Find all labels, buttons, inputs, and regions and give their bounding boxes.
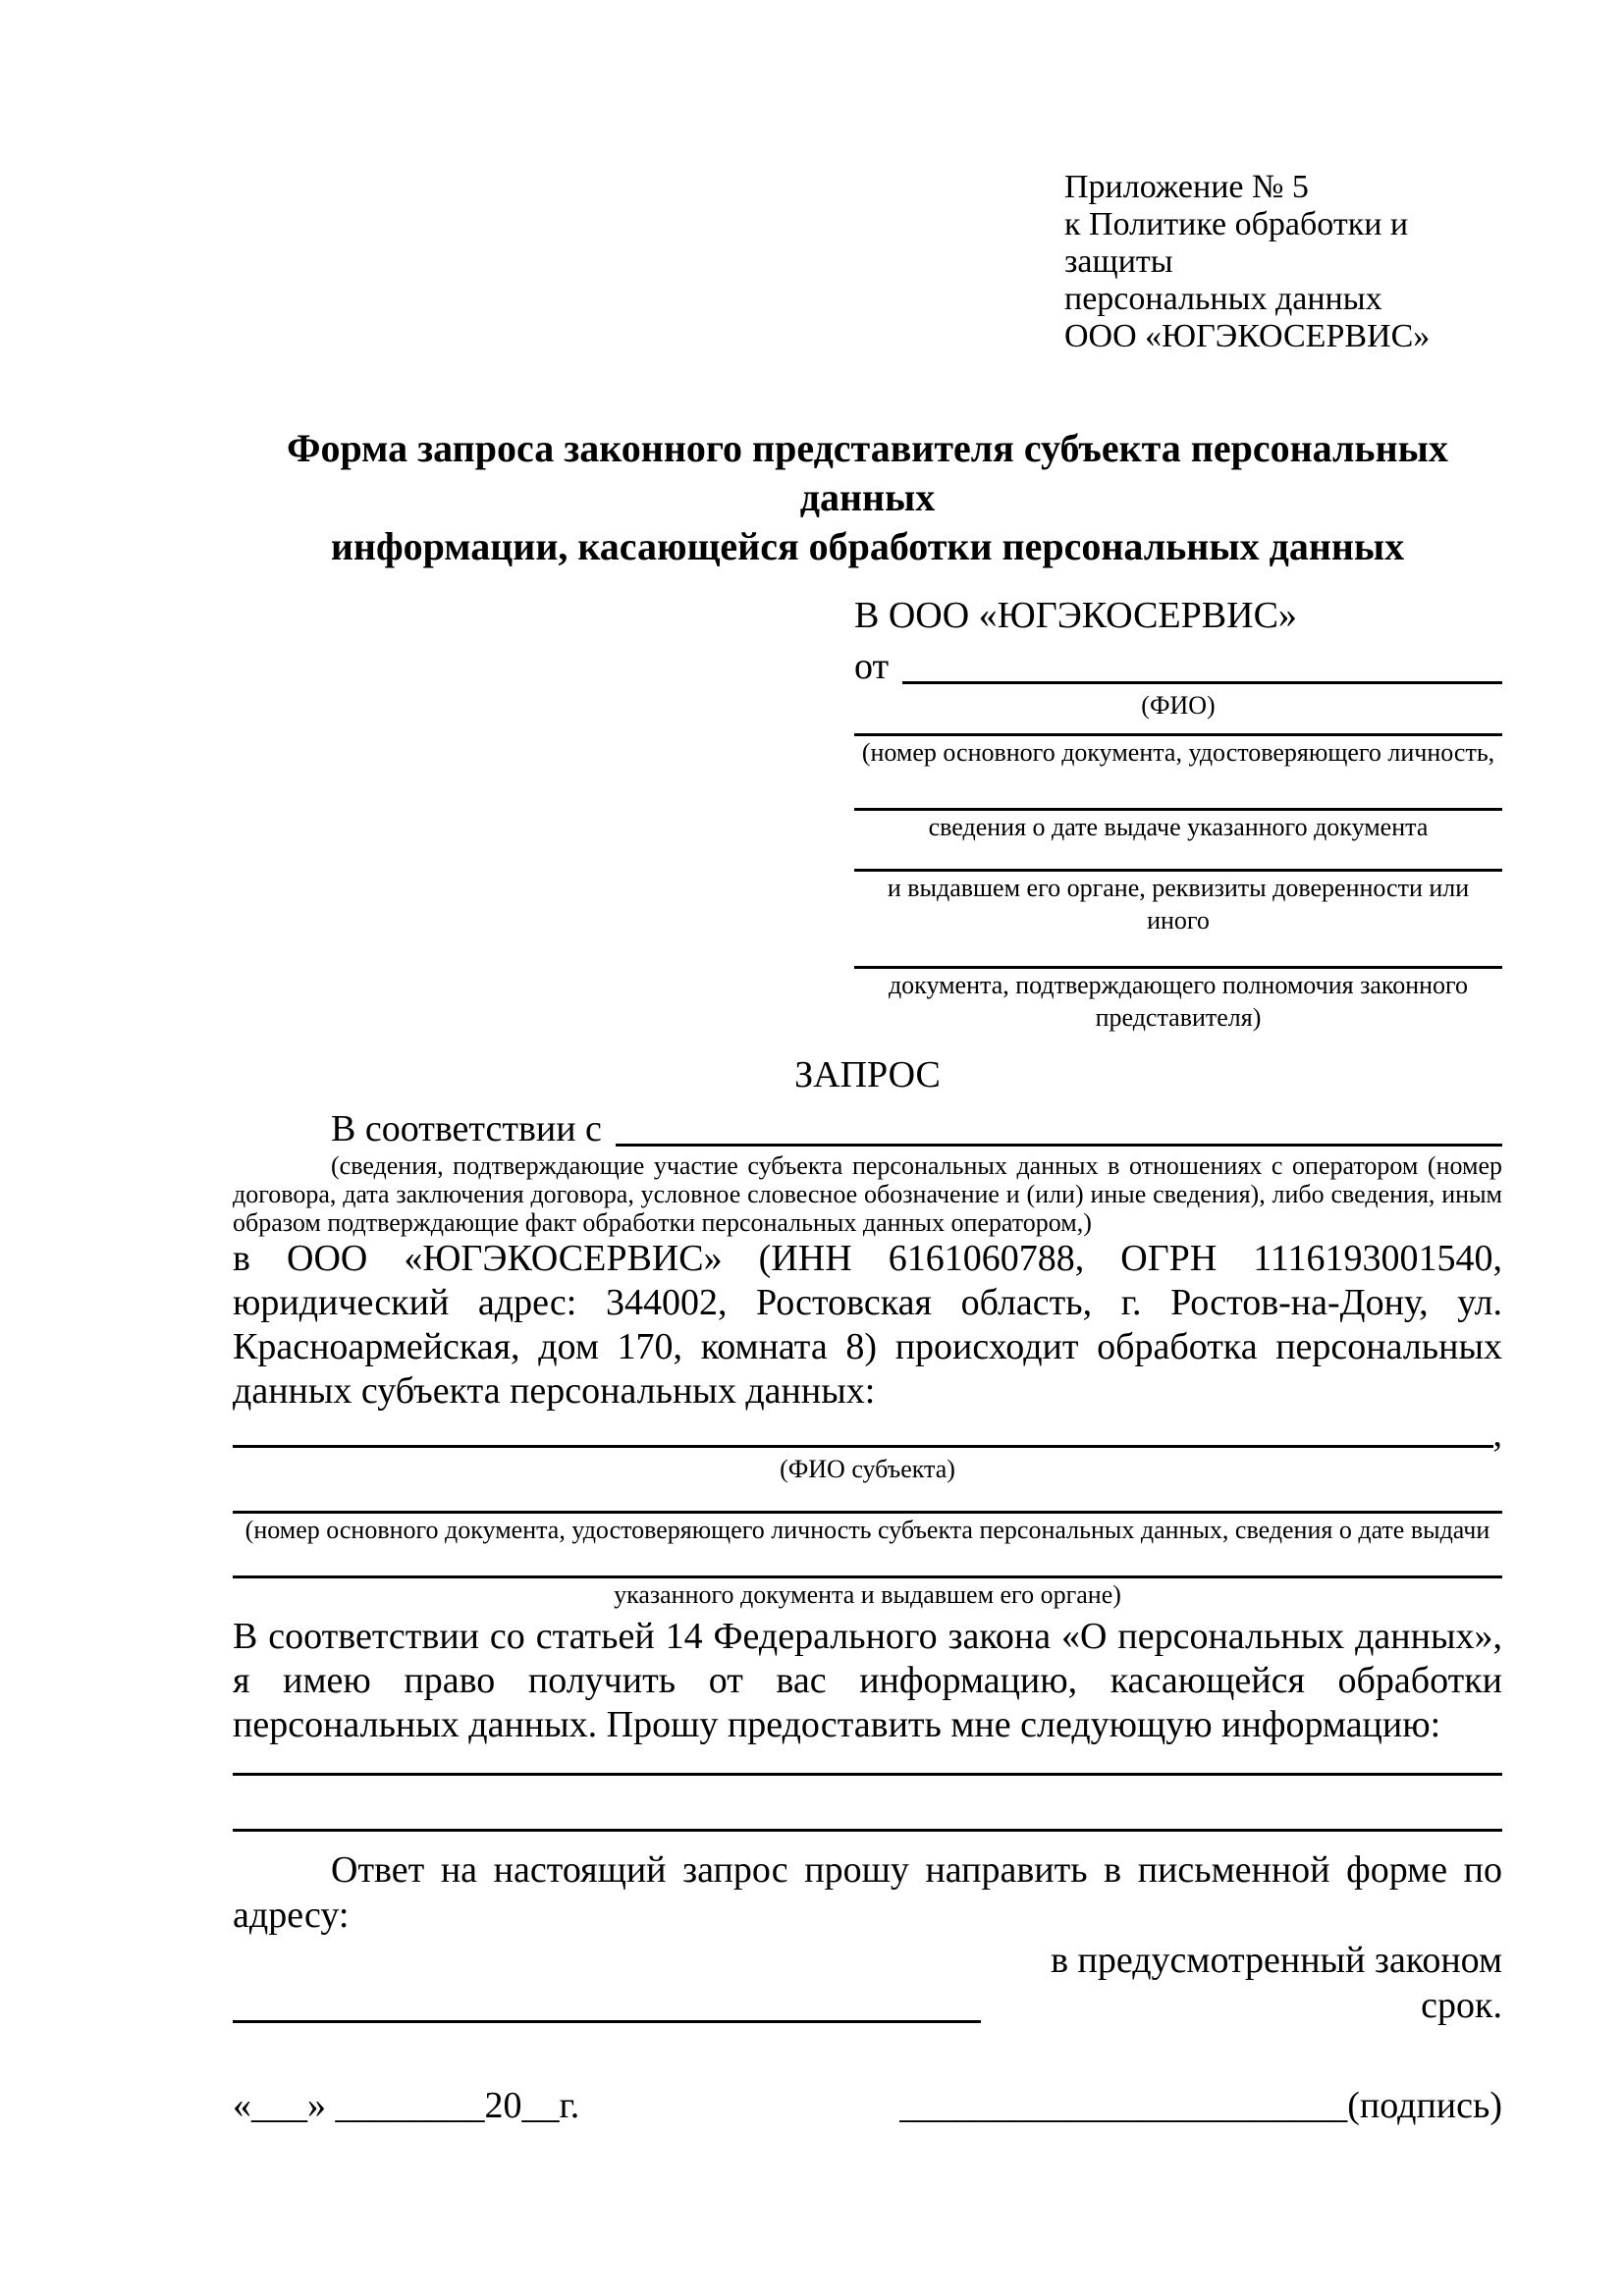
- doc-caption-3: и выдавшем его органе, реквизиты доверенности или иного: [887, 874, 1470, 934]
- subject-fio-caption: (ФИО субъекта): [780, 1455, 955, 1483]
- reply-address-row: [233, 1938, 1502, 2028]
- operator-paragraph: в ООО «ЮГЭКОСЕРВИС» (ИНН 6161060788, ОГРН 1116193001540, юридический адрес: 344002, Ростовская область, г. Ростов-на-Дону, ул. Красноармейская, дом 170, комната 8) происходит обработка персональных данных субъекта персональных данных:: [233, 1238, 1502, 1412]
- appendix-number: Приложение № 5: [1064, 169, 1309, 205]
- appendix-policy-line: к Политике обработки и защиты: [1064, 206, 1409, 280]
- doc-caption-4: документа, подтверждающего полномочия законного представителя): [888, 971, 1469, 1032]
- subject-doc-caption-1: (номер основного документа, удостоверяющего личность субъекта персональных данных, сведения о дате выдачи: [244, 1516, 1490, 1544]
- relation-proof-blank-field[interactable]: [616, 1144, 1502, 1147]
- from-label: от: [854, 646, 890, 687]
- subject-fio-row: [233, 1415, 1502, 1453]
- intro-prefix: В соответствии с: [331, 1108, 602, 1149]
- doc-caption-2: сведения о дате выдаче указанного документа: [928, 813, 1429, 841]
- comma-after-blank: ,: [1492, 1414, 1502, 1455]
- signature-caption: (подпись): [1347, 2085, 1502, 2126]
- signature-blank-field[interactable]: ________________________: [899, 2085, 1348, 2126]
- reply-tail-text: в предусмотренный законом срок.: [1051, 1940, 1502, 2026]
- requested-info-blank-field-1[interactable]: [233, 1773, 1502, 1776]
- fio-caption: (ФИО): [1141, 691, 1216, 720]
- fio-blank-field[interactable]: [902, 681, 1502, 684]
- doc-caption-1: (номер основного документа, удостоверяющего личность,: [861, 738, 1495, 767]
- reply-paragraph: Ответ на настоящий запрос прошу направить в письменной форме по адресу:: [233, 1849, 1502, 1936]
- footer-row: [233, 2083, 1502, 2128]
- addressee-organization: В ООО «ЮГЭКОСЕРВИС»: [854, 595, 1297, 636]
- intro-footnote: (сведения, подтверждающие участие субъекта персональных данных в отношениях с оператором (номер договора, дата заключения договора, условное словесное обозначение и (или) иные сведения), либо сведения, иным образом подтверждающие факт обработки персональных данных оператором,): [233, 1151, 1502, 1237]
- addressee-block: [854, 593, 1502, 1034]
- document-title-line2: информации, касающейся обработки персональных данных: [330, 524, 1405, 568]
- appendix-policy-line2: персональных данных: [1064, 281, 1382, 317]
- reply-address-blank-field[interactable]: [233, 2020, 981, 2023]
- request-heading: ЗАПРОС: [794, 1054, 941, 1095]
- document-title: [233, 424, 1502, 571]
- signature-group: [899, 2083, 1502, 2128]
- subject-doc-caption-2: указанного документа и выдавшем его органе): [614, 1580, 1121, 1609]
- date-blank-field[interactable]: «___» ________20__г.: [233, 2085, 580, 2126]
- subject-fio-blank-field[interactable]: [233, 1445, 1493, 1448]
- requested-info-blank-field-2[interactable]: [233, 1829, 1502, 1832]
- appendix-header-block: [1064, 169, 1502, 355]
- law-paragraph: В соответствии со статьей 14 Федерального закона «О персональных данных», я имею право получить от вас информацию, касающейся обработки персональных данных. Прошу предоставить мне следующую информацию:: [233, 1616, 1502, 1745]
- appendix-organization: ООО «ЮГЭКОСЕРВИС»: [1064, 318, 1431, 354]
- document-title-line1: Форма запроса законного представителя субъекта персональных данных: [287, 426, 1448, 519]
- from-row: [854, 644, 1502, 689]
- intro-row: [233, 1106, 1502, 1151]
